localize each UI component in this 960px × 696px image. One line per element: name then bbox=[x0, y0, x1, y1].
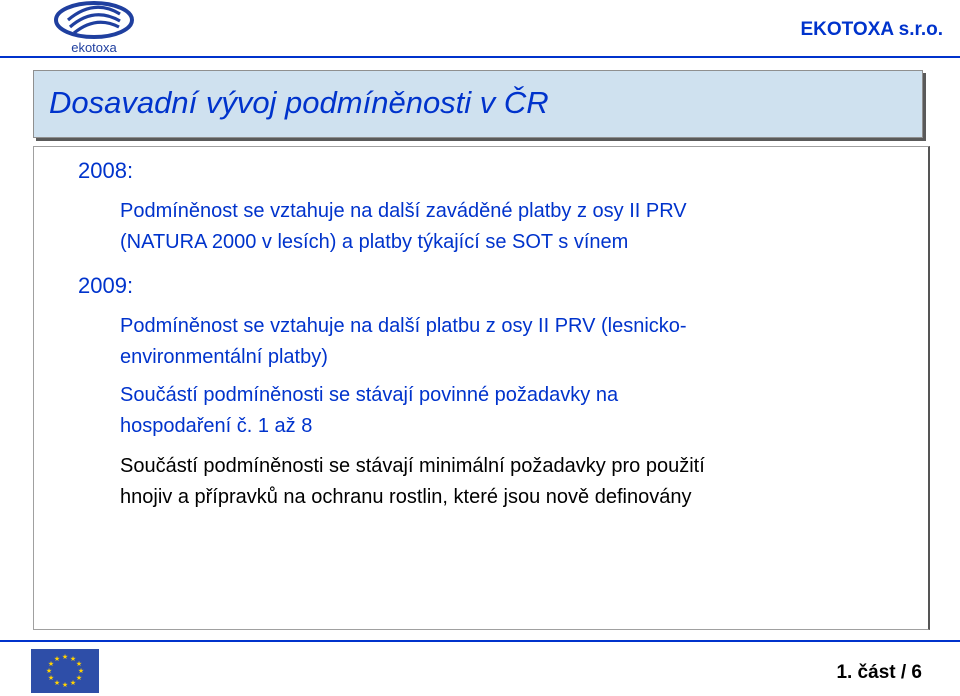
item-2009-2 bbox=[120, 380, 618, 442]
item-2008-line-2: (NATURA 2000 v lesích) a platby týkající se SOT s vínem bbox=[120, 231, 629, 253]
year-2008-label: 2008: bbox=[78, 158, 134, 183]
eu-flag-icon bbox=[31, 649, 99, 693]
item-2009-1-line-2: environmentální platby) bbox=[120, 346, 328, 368]
item-2008 bbox=[120, 196, 687, 258]
svg-text:★: ★ bbox=[61, 681, 69, 689]
logo-text: ekotoxa bbox=[71, 40, 117, 55]
footer-divider bbox=[0, 640, 960, 642]
title-box bbox=[33, 70, 923, 138]
ekotoxa-logo bbox=[44, 0, 144, 56]
svg-text:★: ★ bbox=[53, 679, 61, 687]
svg-text:★: ★ bbox=[69, 679, 77, 687]
svg-text:★: ★ bbox=[53, 655, 61, 663]
svg-text:★: ★ bbox=[45, 667, 53, 675]
logo-emblem-icon bbox=[56, 3, 132, 37]
item-2009-1 bbox=[120, 311, 687, 373]
svg-text:★: ★ bbox=[47, 674, 55, 682]
item-2009-1-line-1: Podmíněnost se vztahuje na další platbu z osy II PRV (lesnicko- bbox=[120, 315, 687, 337]
svg-text:★: ★ bbox=[77, 667, 85, 675]
svg-text:★: ★ bbox=[47, 660, 55, 668]
svg-text:★: ★ bbox=[75, 660, 83, 668]
item-2009-3-line-1: Součástí podmíněnosti se stávají minimální požadavky pro použití bbox=[120, 455, 705, 477]
slide-title: Dosavadní vývoj podmíněnosti v ČR bbox=[49, 85, 549, 120]
item-2009-2-line-2: hospodaření č. 1 až 8 bbox=[120, 415, 313, 437]
item-2009-3-line-2: hnojiv a přípravků na ochranu rostlin, které jsou nově definovány bbox=[120, 486, 692, 508]
year-2009-label: 2009: bbox=[78, 273, 134, 298]
item-2008-line-1: Podmíněnost se vztahuje na další zaváděné platby z osy II PRV bbox=[120, 200, 687, 222]
svg-text:★: ★ bbox=[61, 653, 69, 661]
page-indicator: 1. část / 6 bbox=[836, 662, 922, 683]
svg-text:★: ★ bbox=[75, 674, 83, 682]
company-name: EKOTOXA s.r.o. bbox=[800, 19, 943, 40]
item-2009-2-line-1: Součástí podmíněnosti se stávají povinné požadavky na bbox=[120, 384, 619, 406]
svg-text:★: ★ bbox=[69, 655, 77, 663]
header-divider bbox=[0, 56, 960, 58]
item-2009-3 bbox=[120, 451, 705, 513]
